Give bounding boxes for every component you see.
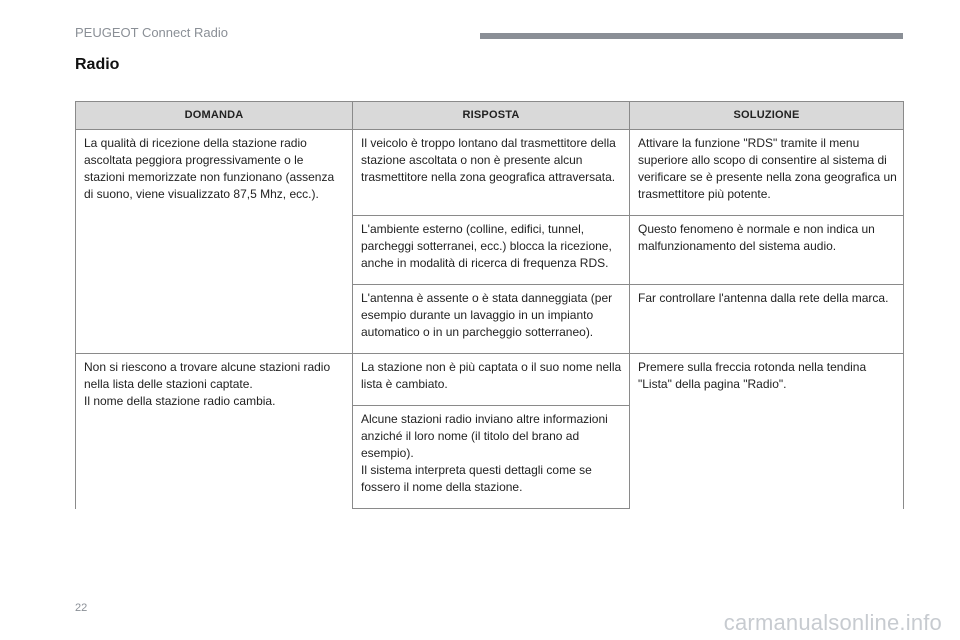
header-rule — [480, 33, 903, 39]
question-text: La qualità di ricezione della stazione radio ascoltata peggiora progressivamente o le stazioni memorizzate non funzionano (assenza di suono, viene visualizzato 87,5 Mhz, ecc.). — [84, 136, 335, 201]
running-header-title: PEUGEOT Connect Radio — [75, 25, 228, 40]
answer-cell — [353, 406, 630, 509]
table-row — [76, 354, 904, 406]
solution-cell — [630, 354, 904, 509]
column-header-question: DOMANDA — [76, 102, 353, 130]
answer-text: L'ambiente esterno (colline, edifici, tunnel, parcheggi sotterranei, ecc.) blocca la ricezione, anche in modalità di ricerca di frequenza RDS. — [361, 222, 612, 270]
solution-text: Premere sulla freccia rotonda nella tendina "Lista" della pagina "Radio". — [638, 360, 867, 391]
column-header-solution: SOLUZIONE — [630, 102, 904, 130]
page-number: 22 — [75, 602, 88, 614]
answer-cell — [353, 285, 630, 354]
answer-cell — [353, 130, 630, 216]
solution-text: Attivare la funzione "RDS" tramite il menu superiore allo scopo di consentire al sistema di verificare se è presente nella zona geografica un trasmettitore più potente. — [638, 136, 897, 201]
table-header-row — [76, 102, 904, 130]
answer-cell — [353, 216, 630, 285]
solution-cell — [630, 130, 904, 216]
answer-text: Alcune stazioni radio inviano altre informazioni anziché il loro nome (il titolo del brano ad esempio). Il sistema interpreta questi dettagli come se fossero il nome della stazione. — [361, 412, 608, 494]
watermark: carmanualsonline.info — [723, 610, 942, 635]
solution-cell — [630, 285, 904, 354]
solution-text: Far controllare l'antenna dalla rete della marca. — [638, 291, 889, 305]
table-row — [76, 130, 904, 216]
section-title: Radio — [75, 56, 120, 73]
answer-cell — [353, 354, 630, 406]
column-header-answer: RISPOSTA — [353, 102, 630, 130]
question-text: Non si riescono a trovare alcune stazioni radio nella lista delle stazioni captate. Il nome della stazione radio cambia. — [84, 360, 331, 408]
question-cell — [76, 130, 353, 354]
answer-text: Il veicolo è troppo lontano dal trasmettitore della stazione ascoltata o non è presente alcun trasmettitore nella zona geografica attraversata. — [361, 136, 616, 184]
answer-text: L'antenna è assente o è stata danneggiata (per esempio durante un lavaggio in un impianto automatico o in un parcheggio sotterraneo). — [361, 291, 613, 339]
troubleshooting-table — [75, 101, 904, 509]
solution-cell — [630, 216, 904, 285]
solution-text: Questo fenomeno è normale e non indica un malfunzionamento del sistema audio. — [638, 222, 875, 253]
question-cell — [76, 354, 353, 509]
answer-text: La stazione non è più captata o il suo nome nella lista è cambiato. — [361, 360, 622, 391]
